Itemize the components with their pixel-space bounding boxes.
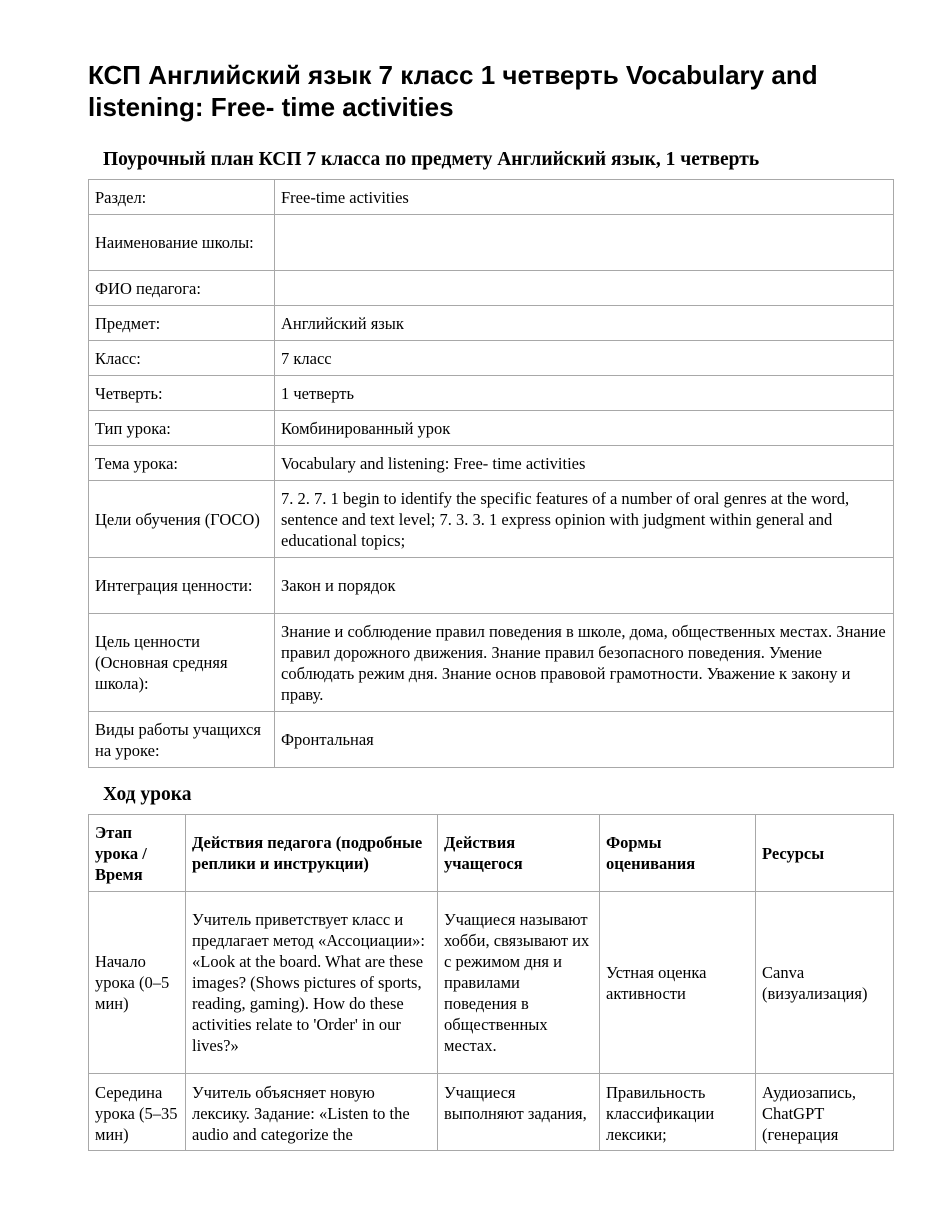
stage-cell: Начало урока (0–5 мин) (89, 892, 186, 1074)
info-row (89, 271, 894, 306)
info-value: Знание и соблюдение правил поведения в школе, дома, общественных местах. Знание правил дорожного движения. Знание правил безопасного поведения. Умение соблюдать режим дня. Знание основ правовой грамотности. Уважение к закону и праву. (275, 614, 894, 712)
info-value (275, 215, 894, 271)
info-row (89, 481, 894, 558)
info-label: Цель ценности (Основная средняя школа): (89, 614, 275, 712)
resources-cell: Аудиозапись, ChatGPT (генерация (756, 1074, 894, 1151)
info-label: ФИО педагога: (89, 271, 275, 306)
lesson-row (89, 892, 894, 1074)
info-row (89, 446, 894, 481)
lesson-header-row (89, 815, 894, 892)
student-actions-cell: Учащиеся выполняют задания, (438, 1074, 600, 1151)
assessment-cell: Правильность классификации лексики; (600, 1074, 756, 1151)
assessment-cell: Устная оценка активности (600, 892, 756, 1074)
student-actions-cell: Учащиеся называют хобби, связывают их с режимом дня и правилами поведения в общественных местах. (438, 892, 600, 1074)
info-value: 7 класс (275, 341, 894, 376)
info-label: Класс: (89, 341, 275, 376)
info-row (89, 180, 894, 215)
info-value: Английский язык (275, 306, 894, 341)
info-row (89, 558, 894, 614)
info-label: Тип урока: (89, 411, 275, 446)
info-label: Наименование школы: (89, 215, 275, 271)
resources-cell: Canva (визуализация) (756, 892, 894, 1074)
header-teacher-actions: Действия педагога (подробные реплики и инструкции) (186, 815, 438, 892)
info-value: Free-time activities (275, 180, 894, 215)
info-value: 7. 2. 7. 1 begin to identify the specific features of a number of oral genres at the word, sentence and text level; 7. 3. 3. 1 express opinion with judgment within general and educational topics; (275, 481, 894, 558)
info-value (275, 271, 894, 306)
header-resources: Ресурсы (756, 815, 894, 892)
info-row (89, 376, 894, 411)
info-row (89, 306, 894, 341)
info-value: Комбинированный урок (275, 411, 894, 446)
info-label: Цели обучения (ГОСО) (89, 481, 275, 558)
info-row (89, 215, 894, 271)
info-value: Vocabulary and listening: Free- time activities (275, 446, 894, 481)
info-row (89, 411, 894, 446)
info-row (89, 712, 894, 768)
info-label: Предмет: (89, 306, 275, 341)
lesson-info-table (88, 179, 894, 768)
info-row (89, 341, 894, 376)
header-assessment: Формы оценивания (600, 815, 756, 892)
stage-cell: Середина урока (5–35 мин) (89, 1074, 186, 1151)
info-value: Закон и порядок (275, 558, 894, 614)
document-title: КСП Английский язык 7 класс 1 четверть Vocabulary and listening: Free- time activities (88, 60, 818, 122)
info-label: Четверть: (89, 376, 275, 411)
info-value: 1 четверть (275, 376, 894, 411)
plan-heading: Поурочный план КСП 7 класса по предмету Английский язык, 1 четверть (103, 149, 760, 170)
teacher-actions-cell: Учитель приветствует класс и предлагает метод «Ассоциации»: «Look at the board. What are these images? (Shows pictures of sports, reading, gaming). How do these activities relate to 'Order' in our lives?» (186, 892, 438, 1074)
progress-heading: Ход урока (103, 784, 192, 805)
teacher-actions-cell: Учитель объясняет новую лексику. Задание: «Listen to the audio and categorize the (186, 1074, 438, 1151)
info-label: Виды работы учащихся на уроке: (89, 712, 275, 768)
info-label: Тема урока: (89, 446, 275, 481)
header-stage: Этап урока / Время (89, 815, 186, 892)
lesson-row (89, 1074, 894, 1151)
info-row (89, 614, 894, 712)
info-label: Интеграция ценности: (89, 558, 275, 614)
lesson-progress-table (88, 814, 894, 1151)
info-value: Фронтальная (275, 712, 894, 768)
info-label: Раздел: (89, 180, 275, 215)
header-student-actions: Действия учащегося (438, 815, 600, 892)
